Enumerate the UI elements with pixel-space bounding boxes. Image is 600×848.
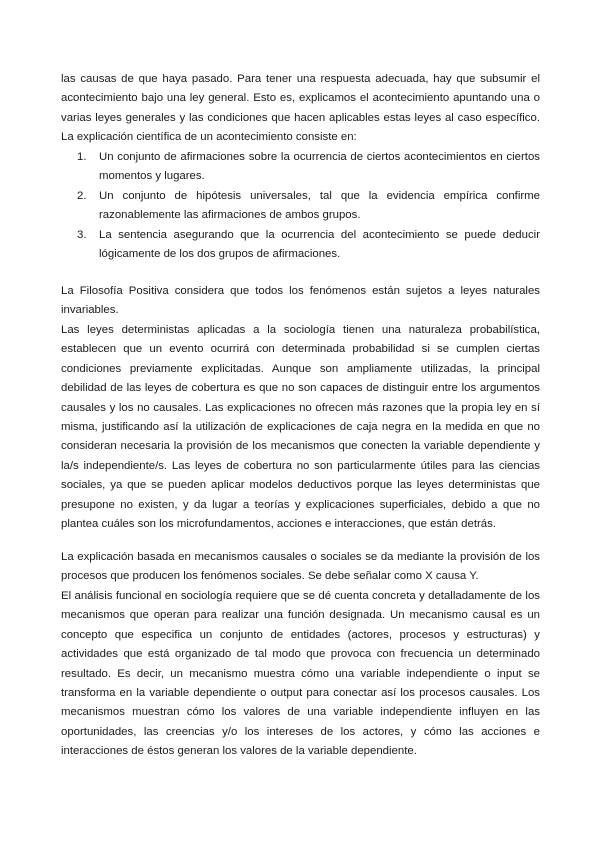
list-item <box>77 226 540 265</box>
list-item <box>77 187 540 226</box>
list-item-number: 3. <box>77 228 87 241</box>
list-item-text: La sentencia asegurando que la ocurrencia del acontecimiento se puede deducir lógicamente de los dos grupos de afirmaciones. <box>99 228 540 261</box>
numbered-list <box>77 148 540 264</box>
list-item-text: Un conjunto de afirmaciones sobre la ocurrencia de ciertos acontecimientos en ciertos momentos y lugares. <box>99 151 540 183</box>
determinist-paragraph: Las leyes deterministas aplicadas a la sociología tienen una naturaleza probabilística, establecen que un evento ocurrirá con determinada probabilidad si se cumplen ciertas condiciones previamente explicitadas. Aunque son ampliamente utilizadas, la principal debilidad de las leyes de cobertura es que no son capaces de distinguir entre los argumentos causales y los no causales. Las explicaciones no ofrecen más razones que la propia ley en sí misma, justificando así la utilización de explicaciones de caja negra en la medida en que no consideran necesaria la provisión de los mecanismos que conecten la variable dependiente y la/s independiente/s. Las leyes de cobertura no son particularmente útiles para las ciencias sociales, ya que se pueden aplicar modelos deductivos porque las leyes deterministas que presupone no existen, y da lugar a teorías y explicaciones superficiales, debido a que no plantea cuáles son los microfundamentos, acciones e interacciones, que están detrás. <box>61 324 540 531</box>
intro-paragraph: las causas de que haya pasado. Para tener una respuesta adecuada, hay que subsumir el acontecimiento bajo una ley general. Esto es, explicamos el acontecimiento apuntando una o varias leyes generales y las condiciones que hacen aplicables estas leyes al caso específico. La explicación científica de un acontecimiento consiste en: <box>61 73 540 144</box>
mechanisms-paragraph: La explicación basada en mecanismos causales o sociales se da mediante la provisión de los procesos que producen los fenómenos sociales. Se debe señalar como X causa Y. <box>61 551 540 583</box>
list-item-number: 1. <box>77 151 87 163</box>
positivist-paragraph: La Filosofía Positiva considera que todos los fenómenos están sujetos a leyes naturales invariables. <box>61 285 540 317</box>
functional-analysis-paragraph: El análisis funcional en sociología requiere que se dé cuenta concreta y detalladamente de los mecanismos que operan para realizar una función designada. Un mecanismo causal es un concepto que especifica un conjunto de entidades (actores, procesos y estructuras) y actividades que está organizado de tal modo que provoca con frecuencia un determinado resultado. Es decir, un mecanismo muestra cómo una variable independiente o input se transforma en la variable dependiente o output para conectar así los procesos causales. Los mecanismos muestran cómo los valores de una variable independiente influyen en las oportunidades, las creencias y/o los intereses de los actores, y cómo las acciones e interacciones de éstos generan los valores de la variable dependiente. <box>61 590 540 758</box>
list-item-number: 2. <box>77 189 87 202</box>
list-item <box>77 148 540 187</box>
list-item-text: Un conjunto de hipótesis universales, tal que la evidencia empírica confirme razonablemente las afirmaciones de ambos grupos. <box>99 189 540 222</box>
